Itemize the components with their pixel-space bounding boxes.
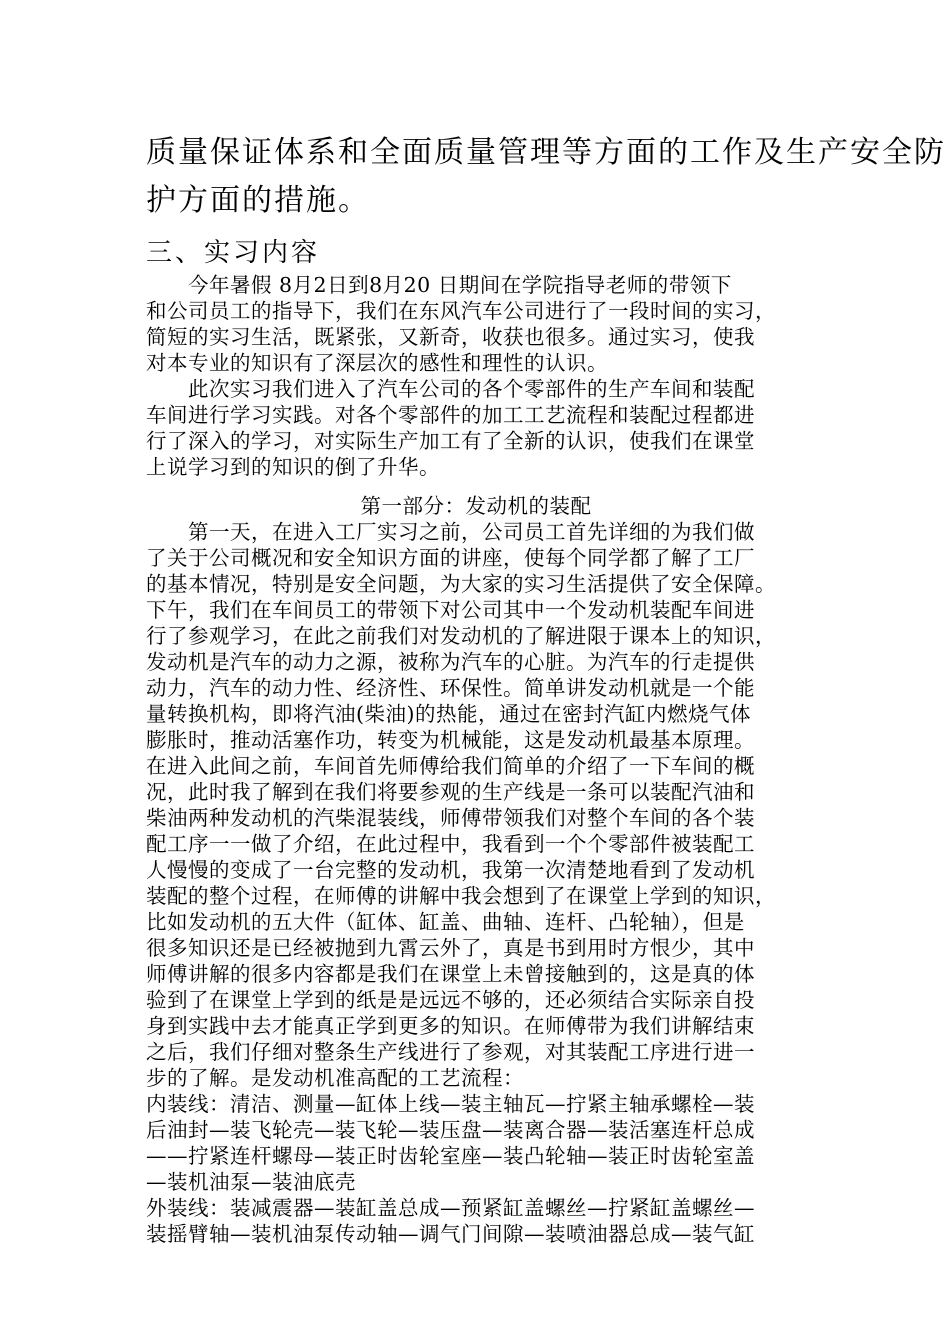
part-line: 发动机是汽车的动力之源，被称为汽车的心脏。为汽车的行走提供	[146, 650, 755, 674]
part-title-text: 第一部分：发动机的装配	[360, 494, 592, 518]
part-line: 在进入此间之前，车间首先师傅给我们简单的介绍了一下车间的概	[146, 754, 755, 778]
intro-line-2: 护方面的措施。	[146, 183, 370, 218]
part-line: 人慢慢的变成了一台完整的发动机，我第一次清楚地看到了发动机	[146, 858, 755, 882]
part-line: ——拧紧连杆螺母—装正时齿轮室座—装凸轮轴—装正时齿轮室盖	[146, 1144, 755, 1168]
body-line: 今年暑假 8月2日到8月20 日期间在学院指导老师的带领下	[146, 273, 732, 297]
part-line: 柴油两种发动机的汽柴混装线，师傅带领我们对整个车间的各个装	[146, 806, 755, 830]
part-line: 配工序一一做了介绍，在此过程中，我看到一个个零部件被装配工	[146, 832, 755, 856]
part-line: 验到了在课堂上学到的纸是是远远不够的，还必须结合实际亲自投	[146, 988, 755, 1012]
body-line: 车间进行学习实践。对各个零部件的加工工艺流程和装配过程都进	[146, 403, 755, 427]
body-line: 上说学习到的知识的倒了升华。	[146, 455, 440, 479]
part-line: 装配的整个过程，在师傅的讲解中我会想到了在课堂上学到的知识，	[146, 884, 776, 908]
part-line: 量转换机构，即将汽油(柴油)的热能，通过在密封汽缸内燃烧气体	[146, 702, 751, 726]
body-line: 和公司员工的指导下，我们在东风汽车公司进行了一段时间的实习，	[146, 299, 776, 323]
part-line: 内装线：清洁、测量—缸体上线—装主轴瓦—拧紧主轴承螺栓—装	[146, 1092, 755, 1116]
part-title	[146, 493, 806, 519]
body-line: 对本专业的知识有了深层次的感性和理性的认识。	[146, 351, 608, 375]
part-line: 之后，我们仔细对整条生产线进行了参观，对其装配工序进行进一	[146, 1040, 755, 1064]
section-heading: 三、实习内容	[146, 238, 321, 268]
part-line: 的基本情况，特别是安全问题，为大家的实习生活提供了安全保障。	[146, 572, 776, 596]
body-paragraphs	[146, 272, 806, 480]
part-line: 况，此时我了解到在我们将要参观的生产线是一条可以装配汽油和	[146, 780, 755, 804]
part-line: 身到实践中去才能真正学到更多的知识。在师傅带为我们讲解结束	[146, 1014, 755, 1038]
part-line: 步的了解。是发动机准高配的工艺流程：	[146, 1066, 524, 1090]
body-line: 行了深入的学习，对实际生产加工有了全新的认识，使我们在课堂	[146, 429, 755, 453]
part-line: 外装线：装减震器—装缸盖总成—预紧缸盖螺丝—拧紧缸盖螺丝—	[146, 1196, 755, 1220]
part-paragraphs	[146, 519, 806, 1247]
part-line: 装摇臂轴—装机油泵传动轴—调气门间隙—装喷油器总成—装气缸	[146, 1222, 755, 1246]
part-line: 比如发动机的五大件（缸体、缸盖、曲轴、连杆、凸轮轴），但是	[146, 910, 745, 934]
part-line: 了关于公司概况和安全知识方面的讲座，使每个同学都了解了工厂	[146, 546, 755, 570]
part-line: 师傅讲解的很多内容都是我们在课堂上未曾接触到的，这是真的体	[146, 962, 755, 986]
body-line: 简短的实习生活，既紧张，又新奇，收获也很多。通过实习，使我	[146, 325, 755, 349]
part-line: 第一天，在进入工厂实习之前，公司员工首先详细的为我们做	[146, 520, 755, 544]
part-line: 下午，我们在车间员工的带领下对公司其中一个发动机装配车间进	[146, 598, 755, 622]
part-line: 后油封—装飞轮壳—装飞轮—装压盘—装离合器—装活塞连杆总成	[146, 1118, 755, 1142]
part-line: —装机油泵—装油底壳	[146, 1170, 356, 1194]
body-line: 此次实习我们进入了汽车公司的各个零部件的生产车间和装配	[146, 377, 755, 401]
part-line: 很多知识还是已经被抛到九霄云外了，真是书到用时方恨少，其中	[146, 936, 755, 960]
part-line: 行了参观学习，在此之前我们对发动机的了解进限于课本上的知识，	[146, 624, 776, 648]
intro-line-1: 质量保证体系和全面质量管理等方面的工作及生产安全防	[146, 135, 946, 170]
part-line: 动力，汽车的动力性、经济性、环保性。简单讲发动机就是一个能	[146, 676, 755, 700]
part-line: 膨胀时，推动活塞作功，转变为机械能，这是发动机最基本原理。	[146, 728, 755, 752]
